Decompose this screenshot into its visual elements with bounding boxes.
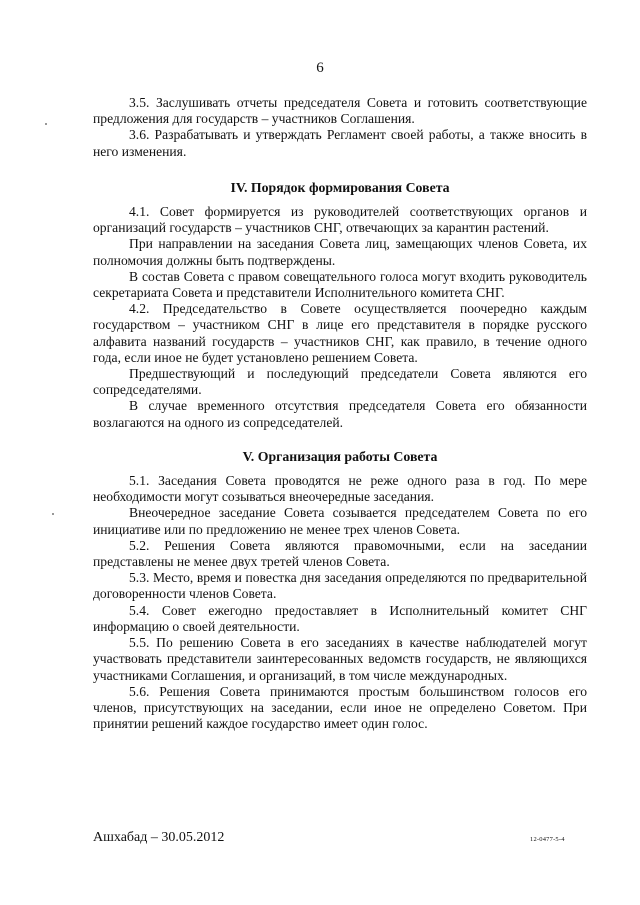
paragraph-4-2-absence: В случае временного отсутствия председателя Совета его обязанности возлагаются на одного из сопредседателей. bbox=[93, 398, 587, 430]
paragraph-5-1-extraordinary: Внеочередное заседание Совета созывается председателем Совета по его инициативе или по предложению не менее трех членов Совета. bbox=[93, 505, 587, 537]
paragraph-5-6: 5.6. Решения Совета принимаются простым большинством голосов его членов, присутствующих на заседании, если иное не определено Советом. При принятии решений каждое государство имеет один голос. bbox=[93, 683, 587, 732]
paragraph-3-6: 3.6. Разрабатывать и утверждать Регламент своей работы, а также вносить в него изменения. bbox=[93, 127, 587, 159]
footer-place-date: Ашхабад – 30.05.2012 bbox=[93, 830, 225, 845]
paragraph-4-1: 4.1. Совет формируется из руководителей соответствующих органов и организаций государств – участников СНГ, отвечающих за карантин растений. bbox=[93, 204, 587, 236]
page-number: 6 bbox=[316, 60, 324, 76]
section-4-heading: IV. Порядок формирования Совета bbox=[230, 179, 450, 195]
paragraph-5-2: 5.2. Решения Совета являются правомочными, если на заседании представлены не менее двух третей членов Совета. bbox=[93, 537, 587, 570]
paragraph-5-4: 5.4. Совет ежегодно предоставляет в Исполнительный комитет СНГ информацию о своей деятельности. bbox=[93, 602, 587, 634]
paragraph-4-2: 4.2. Председательство в Совете осуществляется поочередно каждым государством – участником СНГ в лице его представителя в порядке русского алфавита названий государств – участников СНГ, как правило, в течение одного года, если иное не будет установлено решением Совета. bbox=[93, 301, 587, 365]
paragraph-5-1: 5.1. Заседания Совета проводятся не реже одного раза в год. По мере необходимости могут созываться внеочередные заседания. bbox=[93, 473, 587, 505]
scan-speck bbox=[52, 513, 54, 515]
paragraph-5-3: 5.3. Место, время и повестка дня заседания определяются по предварительной договоренности членов Совета. bbox=[93, 570, 587, 602]
paragraph-4-1-advisory: В состав Совета с правом совещательного голоса могут входить руководитель секретариата Совета и представители Исполнительного комитета СНГ. bbox=[93, 268, 587, 301]
document-body bbox=[93, 95, 587, 732]
paragraph-5-5: 5.5. По решению Совета в его заседаниях в качестве наблюдателей могут участвовать представители заинтересованных ведомств государств, не являющихся участниками Соглашения, и организаций, в том числе международных. bbox=[93, 635, 587, 683]
paragraph-4-1-substitutes: При направлении на заседания Совета лиц, замещающих членов Совета, их полномочия должны быть подтверждены. bbox=[93, 236, 587, 268]
footer-doc-code: 12-0477-5-4 bbox=[530, 836, 565, 843]
paragraph-4-2-cochairs: Предшествующий и последующий председатели Совета являются его сопредседателями. bbox=[93, 366, 587, 398]
scan-speck bbox=[45, 123, 47, 125]
paragraph-3-5: 3.5. Заслушивать отчеты председателя Совета и готовить соответствующие предложения для государств – участников Соглашения. bbox=[93, 95, 587, 127]
section-5-heading: V. Организация работы Совета bbox=[242, 448, 438, 464]
